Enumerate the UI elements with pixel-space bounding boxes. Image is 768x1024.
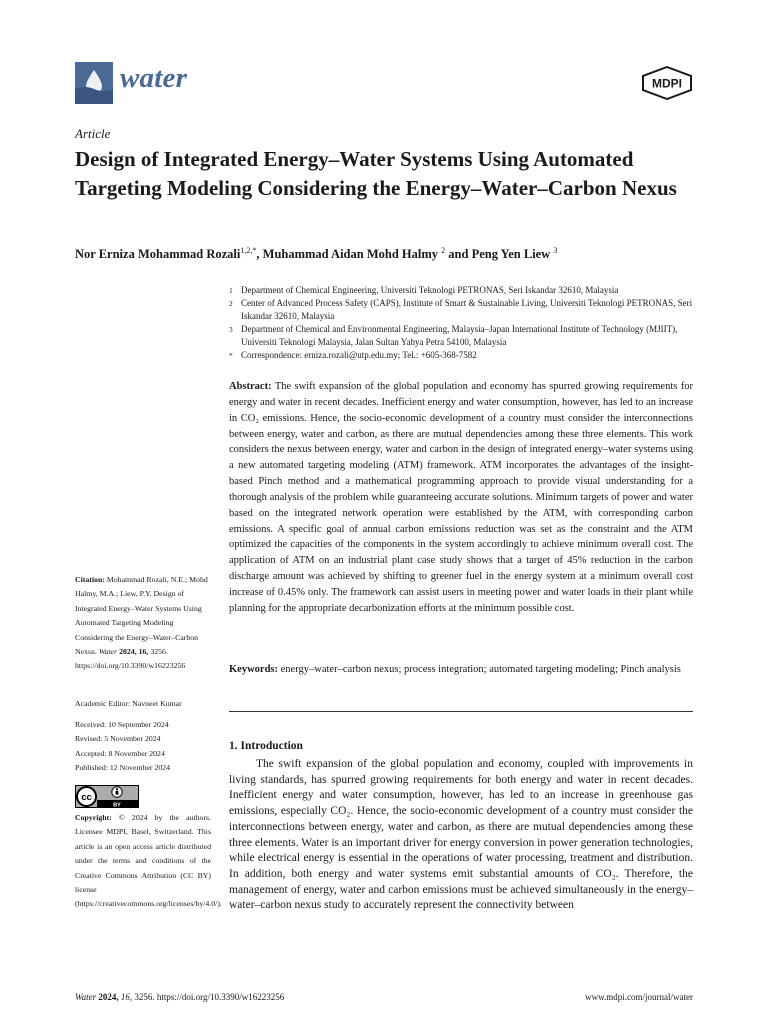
copyright-text: © 2024 by the authors. Licensee MDPI, Basel, Switzerland. This article is an open access article distributed under the terms and conditions of the Creative Commons Attribution (CC BY) license (https://creativecommons.org/licenses/by/4.0/). <box>75 813 222 909</box>
affiliation-text: Department of Chemical and Environmental Engineering, Malaysia–Japan International Institute of Technology (MJIIT), Universiti Teknologi Malaysia, Jalan Sultan Yahya Petra 54100, Malaysia <box>241 324 678 347</box>
correspondence-text[interactable]: Correspondence: erniza.rozali@utp.edu.my; Tel.: +605-368-7582 <box>241 350 477 360</box>
citation-text: Mohammad Rozali, N.E.; Mohd Halmy, M.A.; Liew, P.Y. Design of Integrated Energy–Water Systems Using Automated Targeting Modeling Considering the Energy–Water–Carbon Nexus. <box>75 575 208 657</box>
keywords-text: energy–water–carbon nexus; process integration; automated targeting modeling; Pinch analysis <box>280 664 681 675</box>
affiliation-marker: * <box>229 351 233 360</box>
affiliations <box>229 284 695 362</box>
citation-journal: Water <box>98 647 118 657</box>
academic-editor: Academic Editor: Navneet Kumar <box>75 699 182 708</box>
author-affil-sup: 3 <box>553 246 558 255</box>
accepted-date: Accepted: 8 November 2024 <box>75 748 165 758</box>
citation-year-volume: 2024, 16, <box>119 647 149 657</box>
mdpi-logo-text: MDPI <box>652 76 682 91</box>
footer-journal-url[interactable]: www.mdpi.com/journal/water <box>585 992 693 1002</box>
copyright-block <box>75 811 222 912</box>
cc-by-text: BY <box>113 802 121 808</box>
footer-citation <box>75 992 284 1002</box>
citation-label: Citation: <box>75 575 105 584</box>
abstract-label: Abstract: <box>229 381 272 392</box>
affiliation-item <box>229 284 695 297</box>
author-name: Nor Erniza Mohammad Rozali <box>75 247 241 262</box>
author-name: Peng Yen Liew <box>471 247 551 262</box>
author-separator: and <box>445 247 472 262</box>
revised-date: Revised: 5 November 2024 <box>75 734 161 744</box>
citation-doi[interactable]: 3256. https://doi.org/10.3390/w16223256 <box>75 647 186 671</box>
footer-volume: 16, <box>120 992 133 1002</box>
abstract <box>229 379 693 617</box>
article-title: Design of Integrated Energy–Water Systems Using Automated Targeting Modeling Considering the Energy–Water–Carbon Nexus <box>75 147 677 200</box>
section-heading: 1. Introduction <box>229 740 303 752</box>
author-separator: , <box>256 247 263 262</box>
journal-logo-icon <box>75 62 113 104</box>
affiliation-marker: 1 <box>229 286 233 295</box>
abstract-text: The swift expansion of the global population and economy has spurred growing requirements for energy and water in recent decades. Inefficient energy and water consumption, however, has led to an increase in CO₂ emissions. Hence, the socio-economic development of a country must consider the interconnections between energy, water and carbon, as there are mutual dependencies among these three elements. This work considers the nexus between energy, water and carbon in the design of integrated energy–water systems using a new automated targeting modeling (ATM) framework. ATM incorporates the advantages of the insight-based Pinch method and a mathematical programming approach to provide visual understanding for a thorough analysis of the problem while guaranteeing accurate solutions. Minimum targets of power and water based on the integrated network operation were established by the ATM, with corresponding carbon emissions. A specific goal of annual carbon emissions reduction was set as the constraint and the ATM optimized the capacities of the components in the system accordingly to achieve minimum overall cost. The application of ATM on an industrial plant case study shows that a target of 45% reduction in the carbon discharge amount was achieved by shifting to greener fuel in the energy system at a minimum overall cost increase of 0.45% only. The framework can assist users in meeting power and water loads in their plant while planning for the appropriate decarbonization efforts at the minimum possible cost. <box>229 381 693 614</box>
affiliation-item <box>229 323 695 349</box>
affiliation-marker: 2 <box>229 299 233 308</box>
author-list <box>75 246 695 262</box>
copyright-label: Copyright: <box>75 813 112 822</box>
published-date: Published: 12 November 2024 <box>75 763 171 773</box>
footer-year: 2024, <box>98 992 119 1002</box>
keywords-label: Keywords: <box>229 664 278 675</box>
affiliation-text: Center of Advanced Process Safety (CAPS), Institute of Smart & Sustainable Living, Universiti Teknologi PETRONAS, Seri Iskandar 32610, Malaysia <box>241 298 693 321</box>
affiliation-item <box>229 297 695 323</box>
author-affil-sup: 1,2,* <box>240 246 257 255</box>
section-divider <box>229 711 693 712</box>
mdpi-logo-icon <box>641 66 693 100</box>
received-date: Received: 10 September 2024 <box>75 720 169 729</box>
journal-name: water <box>120 62 188 94</box>
keywords <box>229 662 693 678</box>
cc-by-license-icon[interactable] <box>75 785 139 808</box>
cc-text: cc <box>81 792 92 803</box>
article-type: Article <box>75 126 111 141</box>
affiliation-item <box>229 349 695 362</box>
citation-block <box>75 573 211 674</box>
introduction-text: The swift expansion of the global population and economy, coupled with improvements in living standards, has spurred growing requirements for both energy and water in recent decades. Inefficient energy and water consumption, however, has led to an increase in greenhouse gas emissions, especially CO₂. Hence, the socio-economic development of a country must consider the interconnections between energy, water and carbon, as there are mutual dependencies among these three elements. Water is an important driver for energy conversion in power generation technologies, while electrical energy is essential in the operations of water processing, treatment and distribution. In addition, both energy and water systems emit substantial amounts of CO₂. Therefore, the management of energy, water and carbon emissions must be achieved simultaneously in the energy–water–carbon nexus study to accurately represent the connectivity between <box>229 758 693 912</box>
author-name: Muhammad Aidan Mohd Halmy <box>262 247 439 262</box>
affiliation-marker: 3 <box>229 325 233 334</box>
publication-dates <box>75 718 211 776</box>
author-affil-sup: 2 <box>441 246 446 255</box>
footer-journal: Water <box>75 992 97 1002</box>
footer-doi[interactable]: 3256. https://doi.org/10.3390/w16223256 <box>134 992 285 1002</box>
affiliation-text: Department of Chemical Engineering, Universiti Teknologi PETRONAS, Seri Iskandar 32610, Malaysia <box>241 285 619 295</box>
